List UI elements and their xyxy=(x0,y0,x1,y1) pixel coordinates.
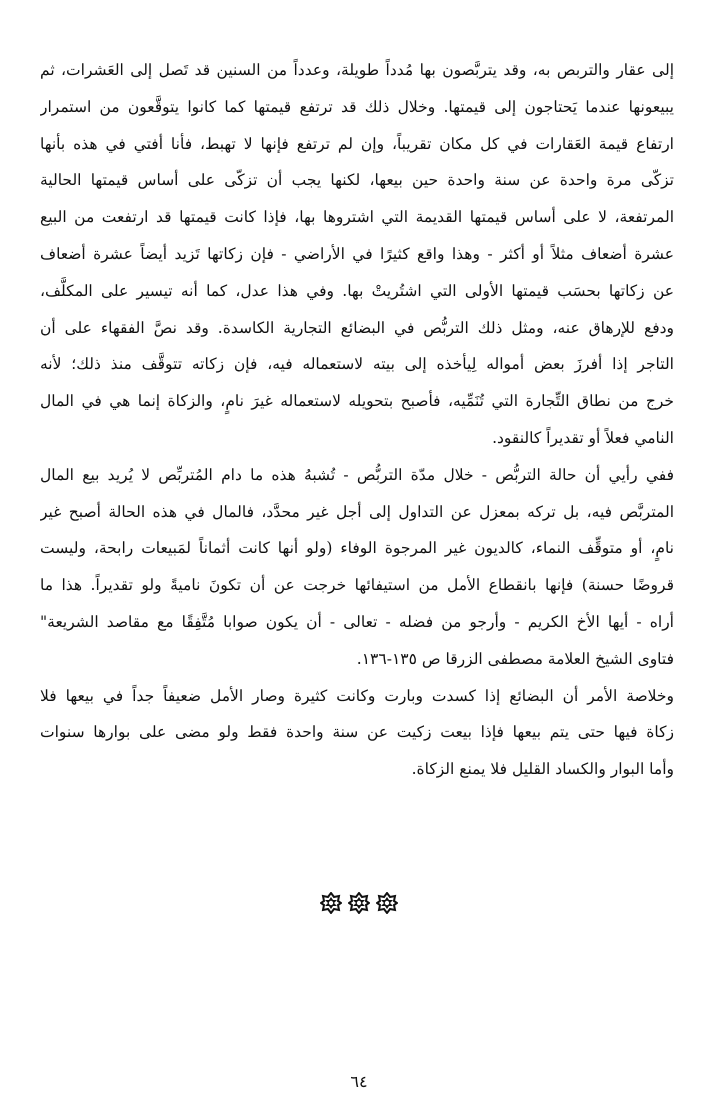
star-ornament-icon xyxy=(376,892,398,914)
text-line: المرتفعة، لا على أساس قيمتها القديمة التي اشتروها بها، فإذا كانت قيمتها قد ارتفعت من البيع xyxy=(40,208,674,227)
text-line: ودفع للإرهاق عنه، ومثل ذلك التربُّص في البضائع التجارية الكاسدة. وقد نصَّ الفقهاء على أن xyxy=(40,318,674,337)
text-line: وخلاصة الأمر أن البضائع إذا كسدت وبارت وكانت كثيرة وصار الأمل ضعيفاً جداً في بيعها فلا xyxy=(40,686,674,705)
citation-line: فتاوى الشيخ العلامة مصطفى الزرقا ص ١٣٥-١٣٦. xyxy=(356,649,674,668)
text-line: تزكّى مرة واحدة عن سنة واحدة حين بيعها، لكنها يجب أن تزكّى على أساس قيمتها الحالية xyxy=(40,171,674,190)
text-line: التاجر إذا أفرزَ بعض أمواله لِيأخذه إلى بيته لاستعماله فيه، فإن زكاته تتوقَّف منذ ذلك؛ لأنه xyxy=(40,355,674,374)
text-line: يبيعونها عندما يَحتاجون إلى قيمتها. وخلال ذلك قد ترتفع قيمتها كما كانوا يتوقَّعون من استمرار xyxy=(40,97,674,116)
star-ornament-icon xyxy=(348,892,370,914)
text-line: عشرة أضعاف مثلاً أو أكثر - وهذا واقع كثيرًا في الأراضي - فإن زكاتها تَزيد أيضاً عشرة أضعاف xyxy=(40,244,674,263)
text-line: خرج من نطاق التِّجارة التي تُنَمِّيه، فأصبح بتحويله لاستعماله غيرَ نامٍ، والزكاة إنما هي في المال xyxy=(40,392,674,411)
text-line: زكاة فيها حتى يتم بيعها فإذا بيعت زكيت عن سنة واحدة فقط ولو مضى على بوارها سنوات xyxy=(40,723,674,742)
text-line: نامٍ، أو متوقِّف النماء، كالديون غير المرجوة الوفاء (ولو أنها كانت أثماناً لمَبيعات رابحة، وليست xyxy=(40,539,674,558)
text-line: إلى عقار والتربص به، وقد يتربَّصون بها مُدداً طويلة، وعدداً من السنين قد تَصل إلى العَشرات، ثم xyxy=(40,61,674,79)
triple-star-ornament-icon xyxy=(0,892,718,914)
text-line: ففي رأيي أن حالة التربُّص - خلال مدّة التربُّص - تُشبهُ هذه ما دام المُتربِّص لا يُريد بيع المال xyxy=(40,465,674,484)
text-line: النامي فعلاً أو تقديراً كالنقود. xyxy=(492,428,674,447)
text-line: أراه - أيها الأخ الكريم - وأرجو من فضله - تعالى - أن يكون صوابا مُتَّفِقًا مع مقاصد الشريعة" xyxy=(40,612,674,631)
body-text xyxy=(40,52,674,788)
text-line: قروضًا حسنة) فإنها بانقطاع الأمل من استيفائها خرجت عن أن تكونَ ناميةً ولو تقديراً. هذا ما xyxy=(40,576,674,595)
star-ornament-icon xyxy=(320,892,342,914)
text-line: وأما البوار والكساد القليل فلا يمنع الزكاة. xyxy=(411,760,674,779)
text-line: المتربَّص فيه، بل تركه بمعزل عن التداول إلى أجل غير محدَّد، فالمال في هذه الحالة أصبح غير xyxy=(40,502,674,521)
text-line: ارتفاع قيمة العَقارات في كل مكان تقريباً، وإن لم ترتفع فإنها لا تهبط، فأنا أفتي في هذه بأنها xyxy=(40,134,674,153)
page-number: ٦٤ xyxy=(350,1072,368,1091)
text-line: عن زكاتها بحسَب قيمتها الأولى التي اشتُريتْ بها. وفي هذا عدل، كما أنه تيسير على المكلَّف، xyxy=(40,281,674,300)
